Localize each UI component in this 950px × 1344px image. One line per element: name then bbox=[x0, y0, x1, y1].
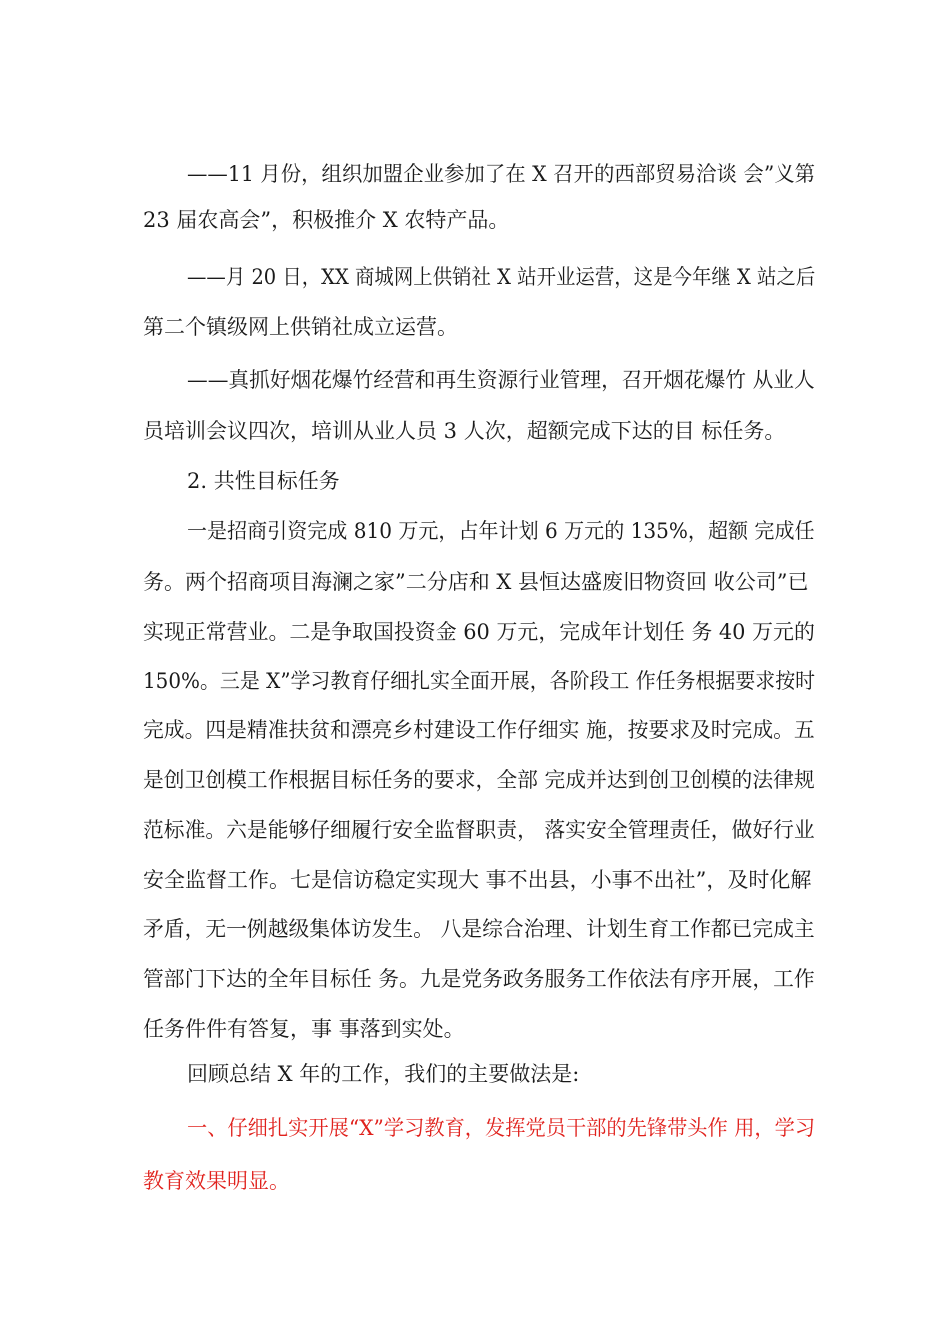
red-heading-line: 教育效果明显。 bbox=[143, 1169, 290, 1193]
paragraph-line: 务。两个招商项目海澜之家”二分店和 X 县恒达盛废旧物资回 收公司”已 bbox=[143, 570, 809, 594]
paragraph-line: 任务件件有答复，事 事落到实处。 bbox=[143, 1017, 465, 1041]
red-heading-line: 一、仔细扎实开展“X”学习教育，发挥党员干部的先锋带头作 用，学习 bbox=[187, 1116, 816, 1140]
paragraph-line: 是创卫创模工作根据目标任务的要求，全部 完成并达到创卫创模的法律规 bbox=[143, 768, 815, 792]
paragraph-line: 一是招商引资完成 810 万元，占年计划 6 万元的 135%，超额 完成任 bbox=[187, 519, 815, 543]
paragraph-line: ——11 月份，组织加盟企业参加了在 X 召开的西部贸易洽谈 会”义第 bbox=[187, 162, 816, 186]
paragraph-line: 回顾总结 X 年的工作，我们的主要做法是: bbox=[187, 1062, 580, 1086]
paragraph-line: 23 届农高会”，积极推介 X 农特产品。 bbox=[143, 208, 510, 232]
paragraph-line: 第二个镇级网上供销社成立运营。 bbox=[143, 315, 458, 339]
paragraph-line: 矛盾，无一例越级集体访发生。 八是综合治理、计划生育工作都已完成主 bbox=[143, 917, 815, 941]
paragraph-line: 150%。三是 X”学习教育仔细扎实全面开展，各阶段工 作任务根据要求按时 bbox=[143, 669, 816, 693]
paragraph-line: ——月 20 日，XX 商城网上供销社 X 站开业运营，这是今年继 X 站之后 bbox=[187, 265, 816, 289]
paragraph-line: 实现正常营业。二是争取国投资金 60 万元，完成年计划任 务 40 万元的 bbox=[143, 620, 815, 644]
section-heading: 2. 共性目标任务 bbox=[187, 469, 340, 493]
paragraph-line: 管部门下达的全年目标任 务。九是党务政务服务工作依法有序开展，工作 bbox=[143, 967, 815, 991]
paragraph-line: 完成。四是精准扶贫和漂亮乡村建设工作仔细实 施，按要求及时完成。五 bbox=[143, 718, 815, 742]
paragraph-line: 范标准。六是能够仔细履行安全监督职责， 落实安全管理责任，做好行业 bbox=[143, 818, 815, 842]
paragraph-line: ——真抓好烟花爆竹经营和再生资源行业管理，召开烟花爆竹 从业人 bbox=[187, 368, 815, 392]
paragraph-line: 员培训会议四次，培训从业人员 3 人次，超额完成下达的目 标任务。 bbox=[143, 419, 786, 443]
paragraph-line: 安全监督工作。七是信访稳定实现大 事不出县，小事不出社”，及时化解 bbox=[143, 868, 812, 892]
